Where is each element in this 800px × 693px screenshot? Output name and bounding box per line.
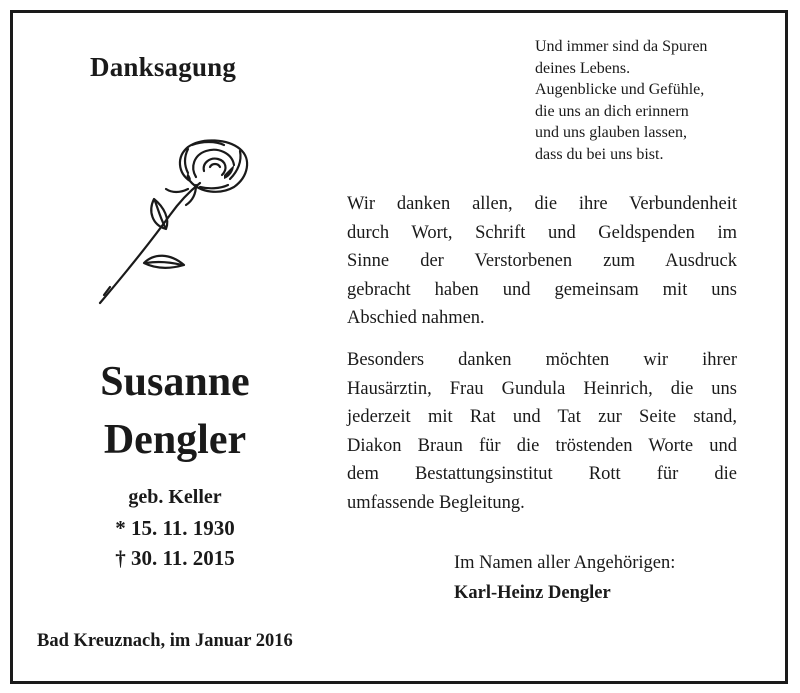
poem-line: und uns glauben lassen, (535, 124, 687, 141)
paragraph-line: Abschied nahmen. (347, 308, 485, 328)
paragraph-line: Besonders danken möchten wir ihrer (347, 350, 737, 370)
paragraph-line: umfassende Begleitung. (347, 492, 525, 513)
paragraph-line: durch Wort, Schrift und Geldspenden im (347, 222, 737, 243)
rose-illustration-icon (92, 137, 260, 309)
poem-line: deines Lebens. (535, 59, 631, 77)
paragraph-line: Sinne der Verstorbenen zum Ausdruck (347, 251, 737, 271)
poem-line: Augenblicke und Gefühle, (535, 81, 705, 98)
place-and-date: Bad Kreuznach, im Januar 2016 (37, 631, 293, 651)
thanks-paragraph-2 (347, 346, 737, 517)
paragraph-line: Hausärztin, Frau Gundula Heinrich, die uns (347, 378, 737, 399)
deceased-first-name: Susanne (100, 359, 250, 405)
signer-name: Karl-Heinz Dengler (454, 583, 611, 603)
poem (535, 36, 707, 165)
paragraph-line: dem Bestattungsinstitut Rott für die (347, 464, 737, 484)
poem-line: die uns an dich erinnern (535, 102, 689, 120)
notice-title: Danksagung (90, 52, 237, 82)
signature-intro: Im Namen aller Angehörigen: (454, 553, 676, 573)
birth-date: * 15. 11. 1930 (115, 516, 235, 540)
paragraph-line: gebracht haben und gemeinsam mit uns (347, 279, 737, 300)
maiden-name: geb. Keller (128, 486, 222, 508)
deceased-last-name: Dengler (103, 417, 247, 463)
death-date: † 30. 11. 2015 (115, 546, 235, 570)
thanks-paragraph-1 (347, 190, 737, 333)
poem-line: Und immer sind da Spuren (535, 38, 708, 55)
paragraph-line: Diakon Braun für die tröstenden Worte und (347, 435, 737, 456)
paragraph-line: jederzeit mit Rat und Tat zur Seite stand, (347, 407, 737, 427)
paragraph-line: Wir danken allen, die ihre Verbundenheit (347, 194, 737, 214)
poem-line: dass du bei uns bist. (535, 145, 664, 163)
